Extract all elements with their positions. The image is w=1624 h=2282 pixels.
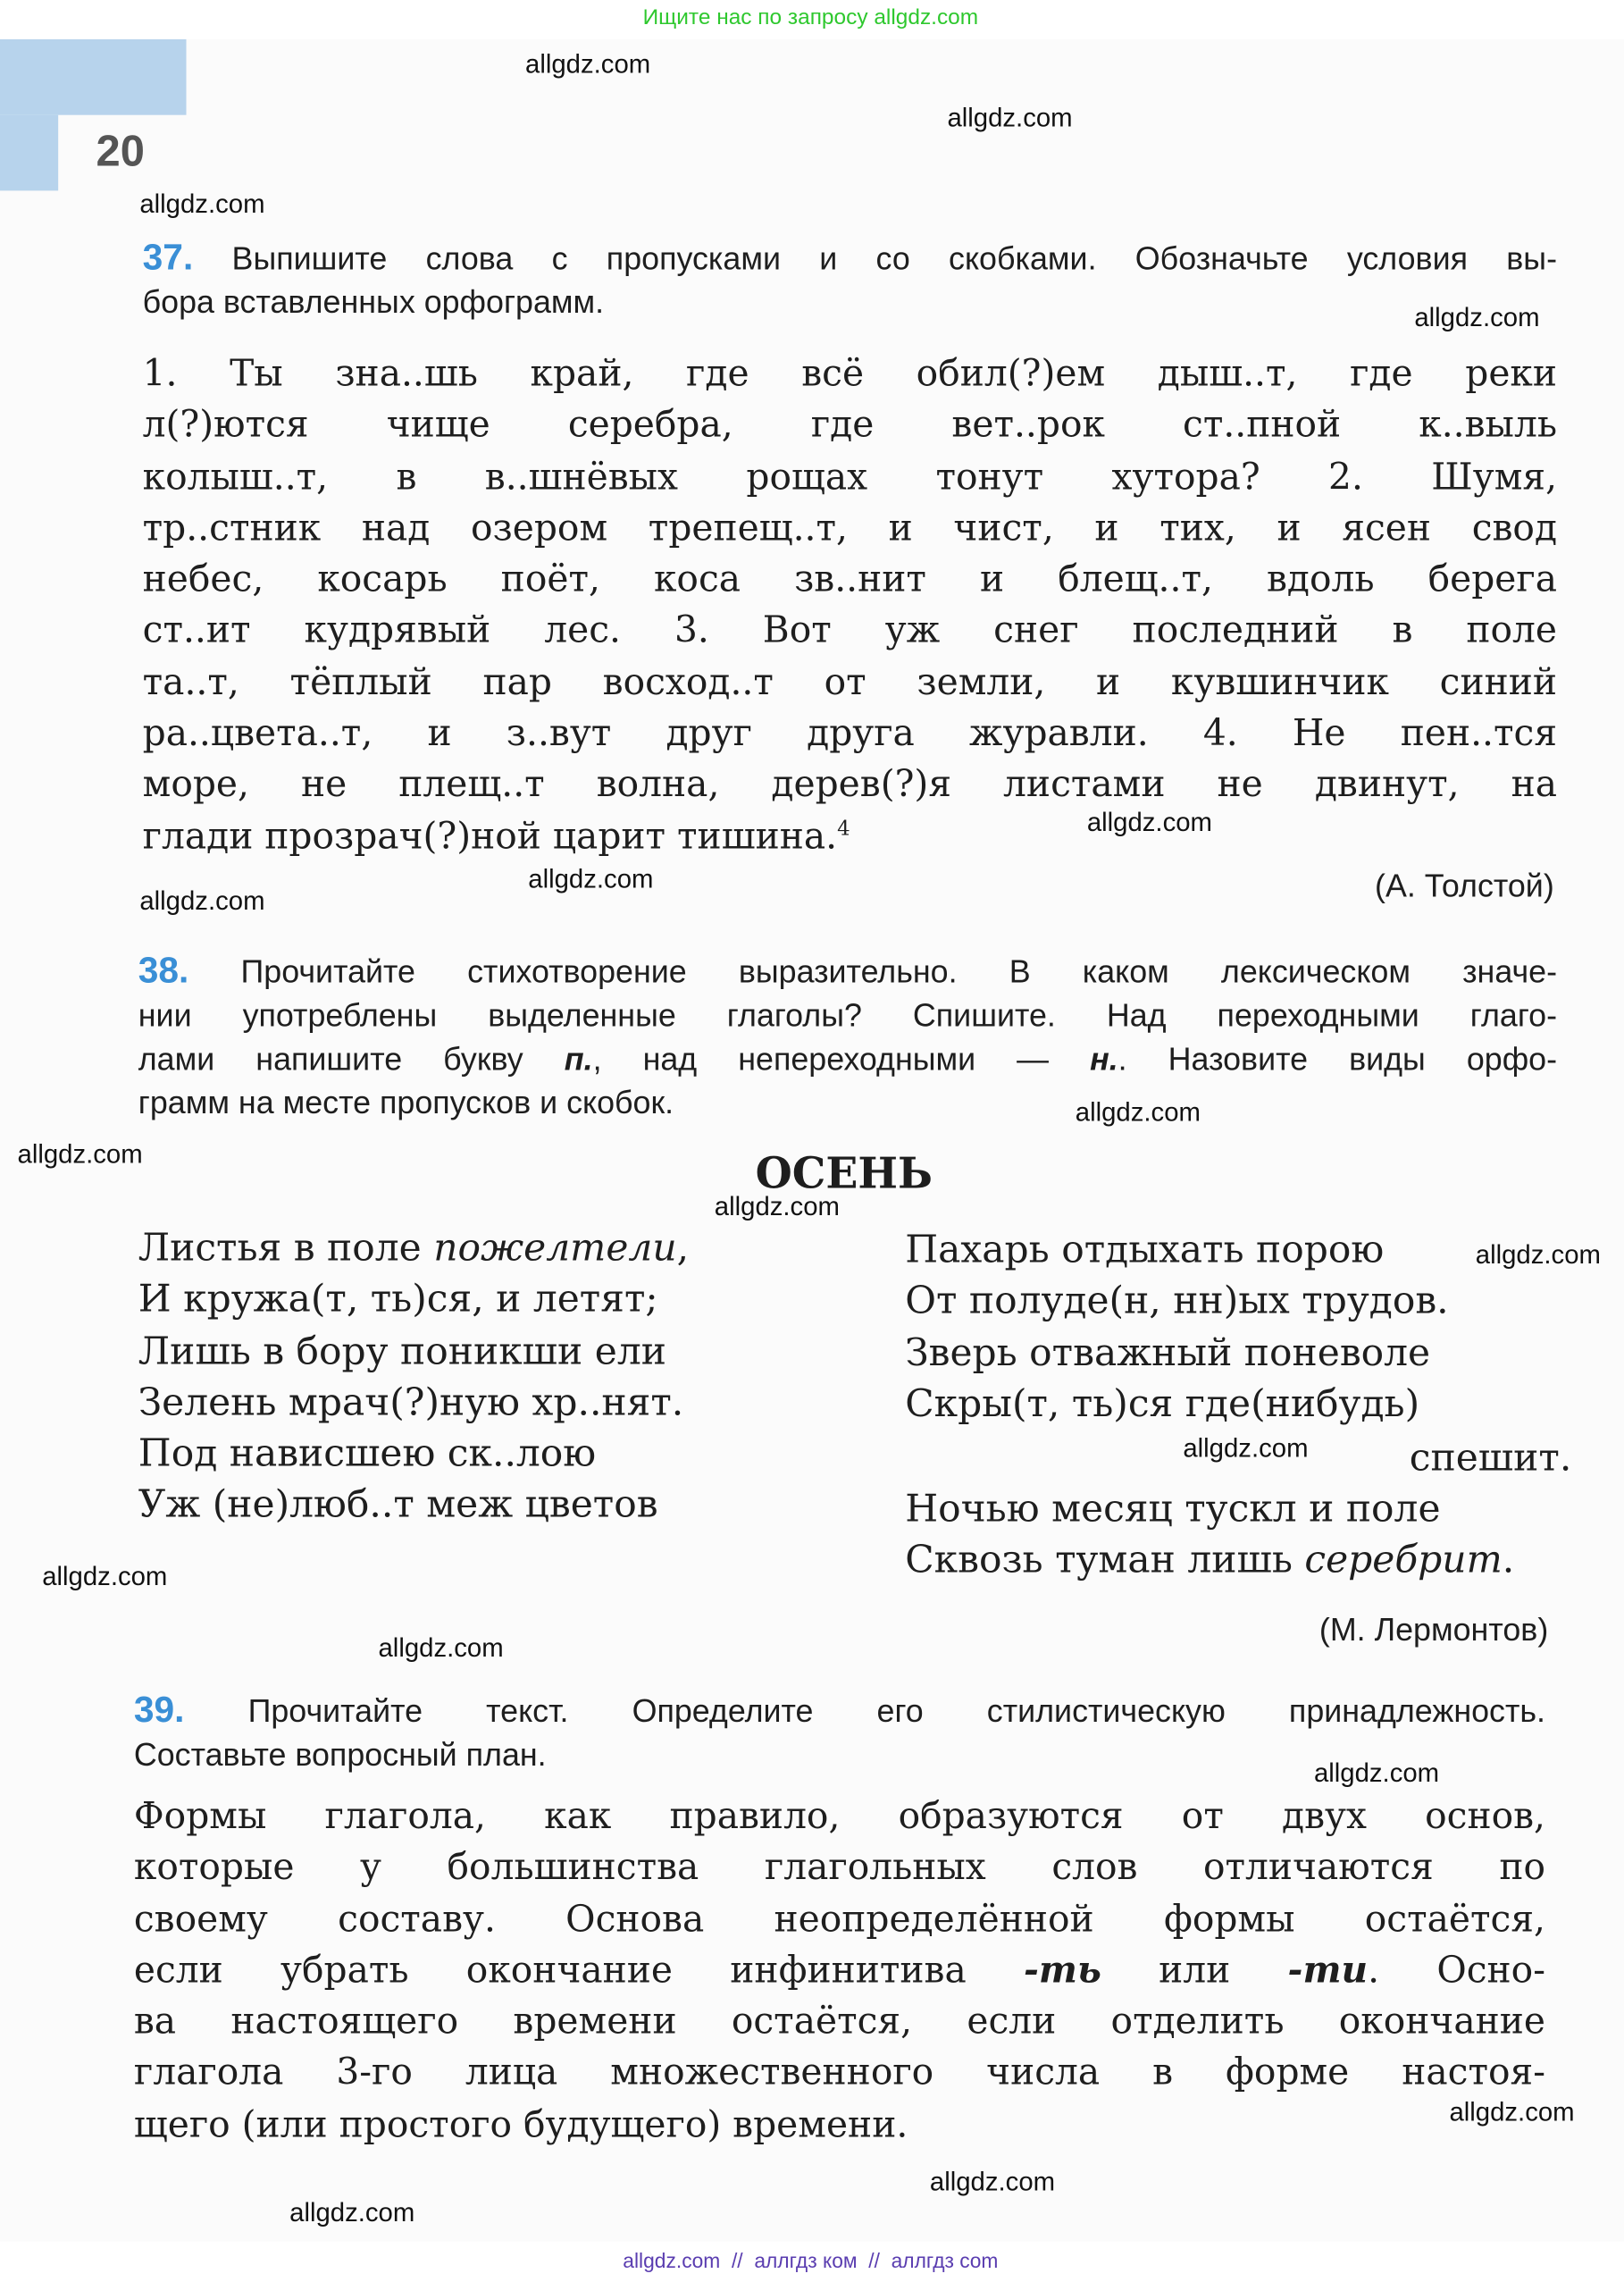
emphasized-word: -ти [1287, 1949, 1369, 1992]
watermark[interactable]: allgdz.com [528, 864, 654, 894]
text-line [134, 1996, 1545, 2047]
emphasized-word: серебрит [1304, 1539, 1503, 1583]
text-line [143, 605, 1557, 656]
text-line [134, 1893, 1545, 1944]
emphasized-word: пожелтели [433, 1227, 677, 1271]
instruction-line: Прочитайте стихотворение выразительно. В каком лексическом значе- [240, 952, 1558, 990]
watermark[interactable]: allgdz.com [17, 1139, 143, 1170]
instruction-line: Прочитайте текст. Определите его стилистическую принадлежность. [247, 1692, 1546, 1730]
instruction-line [138, 1037, 1557, 1081]
text-segment: . Осно- [1368, 1949, 1545, 1992]
watermark[interactable]: allgdz.com [929, 2167, 1056, 2197]
emphasized-word: -ть [1024, 1949, 1101, 1992]
text-line [138, 1378, 689, 1429]
text-line [138, 1430, 689, 1481]
text-segment: море, не плещ..т волна, дерев(?)я листами не двинут, на [142, 763, 1558, 806]
text-line [143, 759, 1557, 810]
text-line [134, 1842, 1545, 1892]
page-number: 20 [96, 128, 145, 177]
text-line [905, 1226, 1448, 1277]
text-segment: Ночью месяц тускл и поле [905, 1487, 1441, 1531]
watermark[interactable]: allgdz.com [1449, 2097, 1575, 2127]
text-segment: Листья в поле [138, 1227, 434, 1271]
text-segment: И кружа(т, ть)ся, и летят; [138, 1278, 658, 1322]
watermark[interactable]: allgdz.com [139, 886, 265, 916]
text-segment: глади прозрач(?)ной царит тишина. [142, 814, 838, 857]
text-segment: лами напишите букву [138, 1040, 565, 1078]
text-line [138, 1327, 689, 1378]
search-banner[interactable]: Ищите нас по запросу allgdz.com [642, 4, 979, 30]
text-line [143, 502, 1557, 553]
watermark[interactable]: allgdz.com [525, 49, 651, 79]
instruction-line: грамм на месте пропусков и скобок. [138, 1084, 674, 1121]
instruction-line: Выпишите слова с пропусками и со скобками. Обозначьте условия вы- [231, 239, 1558, 277]
text-segment: Зверь отважный поневоле [905, 1330, 1431, 1375]
text-segment: Формы глагола, как правило, образуются от двух основ, [133, 1794, 1545, 1837]
text-segment: Лишь в бору поникши ели [138, 1330, 666, 1374]
text-segment: Под нависшею ск..лою [138, 1432, 597, 1477]
watermark[interactable]: allgdz.com [42, 1561, 168, 1591]
watermark[interactable]: allgdz.com [947, 103, 1073, 133]
text-segment: глагола 3-го лица множественного числа в форме настоя- [133, 2051, 1545, 2094]
text-line [905, 1485, 1514, 1536]
footer-links[interactable]: allgdz.com // аллгдз ком // аллгдз com [623, 2248, 999, 2272]
text-segment: своему составу. Основа неопределённой формы остаётся, [133, 1897, 1545, 1940]
text-segment: Зелень мрач(?)ную хр..нят. [138, 1380, 684, 1425]
watermark[interactable]: allgdz.com [1183, 1433, 1309, 1464]
watermark[interactable]: allgdz.com [1414, 302, 1540, 332]
ex38-author: (М. Лермонтов) [1318, 1611, 1549, 1649]
text-segment: Сквозь туман лишь [905, 1539, 1305, 1583]
ex37-author: (А. Толстой) [1375, 867, 1554, 904]
text-segment: Скры(т, ть)ся где(нибудь) [905, 1382, 1420, 1427]
text-segment: , [676, 1227, 690, 1271]
ex37-number: 37. [142, 237, 194, 279]
poem-indent-line: спешит. [1409, 1436, 1572, 1481]
ex39-text [134, 1791, 1545, 2150]
ex39-number: 39. [133, 1690, 185, 1731]
watermark[interactable]: allgdz.com [378, 1632, 504, 1663]
text-line [134, 2047, 1545, 2098]
text-segment: Пахарь отдыхать порою [905, 1228, 1385, 1272]
text-line [138, 1275, 689, 1326]
text-segment: . [1502, 1539, 1515, 1583]
letter-p: п. [564, 1040, 593, 1078]
watermark[interactable]: allgdz.com [289, 2197, 415, 2227]
text-segment: ра..цвета..т, и з..вут друг друга журавли. 4. Не пен..тся [142, 711, 1558, 754]
ex38-number: 38. [138, 950, 189, 992]
text-segment: 1. Ты зна..шь край, где всё обил(?)ем дыш..т, где реки [142, 352, 1558, 395]
watermark[interactable]: allgdz.com [1086, 808, 1212, 837]
ex38-instruction [138, 949, 1557, 1125]
text-line [143, 399, 1557, 450]
instruction-line: бора вставленных орфограмм. [142, 283, 605, 321]
text-line [134, 1944, 1545, 1995]
text-segment: ва настоящего времени остаётся, если отделить окончание [133, 2000, 1545, 2043]
ex37-instruction [143, 236, 1557, 324]
text-line [134, 2099, 1545, 2150]
watermark[interactable]: allgdz.com [1475, 1239, 1601, 1270]
ex37-text [143, 348, 1557, 861]
watermark[interactable]: allgdz.com [139, 189, 265, 219]
poem-left-column [138, 1224, 689, 1532]
text-line [134, 1791, 1545, 1842]
text-segment: ст..ит кудрявый лес. 3. Вот уж снег последний в поле [142, 608, 1558, 651]
instruction-line: нии употреблены выделенные глаголы? Спишите. Над переходными глаго- [138, 996, 1558, 1034]
text-segment: . Назовите виды орфо- [1118, 1040, 1558, 1078]
text-segment: или [1101, 1949, 1288, 1992]
text-line [138, 1481, 689, 1531]
text-line [143, 708, 1557, 759]
text-line [905, 1536, 1514, 1587]
poem-right-column-2 [905, 1485, 1514, 1588]
text-segment: которые у большинства глагольных слов отличаются по [133, 1846, 1545, 1889]
text-line [905, 1277, 1448, 1328]
text-line [143, 810, 1557, 861]
text-line [138, 1224, 689, 1275]
text-segment: если убрать окончание инфинитива [133, 1949, 1025, 1992]
text-segment: небес, косарь поёт, коса зв..нит и блещ..т, вдоль берега [142, 558, 1558, 600]
poem-right-column [905, 1226, 1448, 1431]
text-line [143, 656, 1557, 707]
footnote-marker: 4 [837, 817, 850, 841]
watermark[interactable]: allgdz.com [714, 1192, 840, 1221]
text-segment: щего (или простого будущего) времени. [133, 2102, 908, 2145]
text-line [143, 553, 1557, 604]
text-segment: Уж (не)люб..т меж цветов [138, 1483, 658, 1528]
text-segment: тр..стник над озером трепещ..т, и чист, и тих, и ясен свод [142, 506, 1558, 549]
text-segment: колыш..т, в в..шнёвых рощах тонут хутора? 2. Шумя, [142, 455, 1558, 498]
text-line [905, 1380, 1448, 1430]
instruction-line: Составьте вопросный план. [133, 1736, 547, 1774]
watermark[interactable]: allgdz.com [1075, 1097, 1201, 1127]
poem-title: ОСЕНЬ [755, 1148, 933, 1198]
text-segment: , над непереходными — [592, 1040, 1091, 1078]
text-line [143, 348, 1557, 399]
watermark[interactable]: allgdz.com [1313, 1758, 1440, 1788]
page-edge-decoration [0, 115, 58, 191]
page-corner-decoration [0, 39, 187, 115]
text-segment: л(?)ются чище серебра, где вет..рок ст..пной к..выль [142, 403, 1558, 446]
text-line [143, 450, 1557, 501]
letter-n: н. [1090, 1040, 1118, 1078]
text-segment: От полуде(н, нн)ых трудов. [905, 1279, 1449, 1324]
text-segment: та..т, тёплый пар восход..т от земли, и кувшинчик синий [142, 660, 1558, 703]
text-line [905, 1329, 1448, 1380]
